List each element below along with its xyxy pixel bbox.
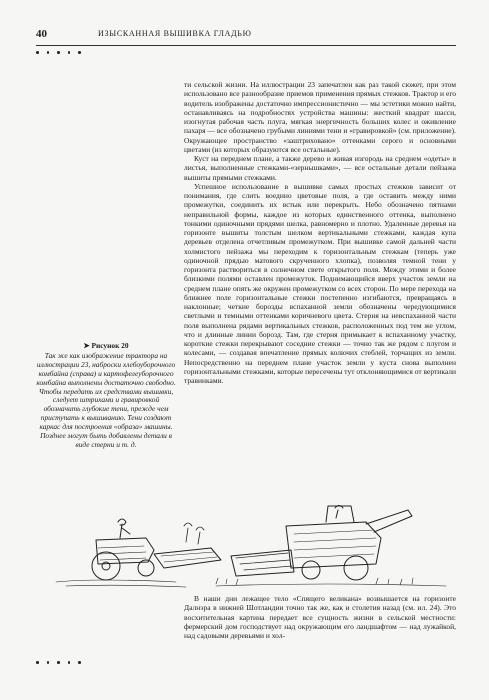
caption-title-row (36, 342, 176, 351)
combine-header (231, 550, 294, 576)
combine-front-wheel (302, 561, 320, 579)
figure-caption (36, 342, 176, 450)
combine-hatching (294, 530, 376, 558)
combine-driver (335, 506, 343, 519)
towed-implement (154, 548, 221, 568)
tractor-hatching (98, 546, 146, 560)
caption-text: Так же как изображение трактора на иллюстрации 23, наброски хлебоуборочного комбайна (справа) и картофелеуборочного комбайна выполнены достаточно свободно. Чтобы передать их средствами вышивки, следует штрихами и гравировкой обозначить глубокие тени, прежде чем приступать к вышиванию. Тени создают каркас для построения «образа» машины. Позднее могут быть добавлены детали в виде стерни и т. д. (36, 350, 176, 449)
combine-cab (326, 506, 354, 522)
main-text-column-bottom (184, 594, 456, 640)
caption-arrow-icon: ➤ (83, 341, 90, 350)
ground-lines-right (216, 584, 446, 586)
paragraph: ти сельской жизни. На иллюстрации 23 запечатлен как раз такой сюжет, при этом использовано все разнообразие приемов применения прямых стежков. Трактор и его водитель изображены достаточно импрессионистично — мы эстетики можно найти, останавливаясь на подробностях устройства машины: жесткий квадрат шасси, изогнутая рабочая часть плуга, мягкая энергичность больших колес и оживление пахаря — все обозначено грубыми линиями тени и «гравировкой» (см. приложение). Окружающее пространство «заштриховано» оттенками серого и основными цветами (из которых образуются все остальные). (184, 80, 456, 154)
tractor-rear-wheel (92, 552, 120, 580)
harvester-sketch (36, 498, 456, 590)
main-text-column (184, 80, 456, 385)
decorative-dots-bottom (36, 661, 81, 664)
paragraph: Куст на переднем плане, а также дерево и живая изгородь на среднем «одеты» в листья, выполненные стежками-«зернышками», — все остальные детали пейзажа вышиты прямыми стежками. (184, 154, 456, 182)
combine-rear-wheel (344, 556, 368, 580)
header-rule (36, 45, 456, 46)
paragraph: Успешное использование в вышивке самых простых стежков зависит от понимания, где слить воедино цветовые поля, а где оставить между ними промежутки, соединить их встык или перекрыть. Небо обозначено пятнами неправильной формы, каждое из которых единственного оттенка, выполнено тонкими одиночными прядями шелка, равномерно и плотно. Удаленные деревья на горизонте вышиты толстым шелком вертикальными стежками, каждая купа деревьев отделена отчетливым промежутком. При вышивке самой дальней части холмистого пейзажа мы переходим к горизонтальным стежкам (теперь уже одиночной прядью матового скрученного хлопка), позволяя темной тени у горизонта раствориться в солнечном свете открытого поля. Между этими и более близкими полями оставлен промежуток. Поднимающийся вверх участок земли на среднем плане опять же окружен промежутком со всех сторон. По мере перехода на ближнее поле горизонтальные стежки постепенно изгибаются, превращаясь в наклонные; четкие борозды вспаханной земли обозначены чередующимися светлыми и темными оттенками коричневого цвета. Стерня на невспаханной части поля выполнена рядами вертикальных стежков, расположенных под тем же углом, что и длинные линии борозд. Там, где стерня примыкает к вспаханному участку, короткие стежки перекрывают соседние стежки — точно так же рядом с плугом и колесами, — создавая впечатление прямых колючих стеблей, торчащих из земли. Непосредственно на переднем плане участок земли у куста снова выполнен горизонтальными стежками, которые пересечены тут отклоняющимися от вертикали травинками. (184, 181, 456, 385)
ground-lines-left (56, 580, 186, 587)
caption-title: Рисунок 20 (91, 341, 129, 350)
implement-hatching (161, 552, 217, 562)
decorative-dots-top (36, 51, 81, 54)
page-header (36, 28, 456, 42)
page-number: 40 (36, 28, 47, 40)
tractor-driver (118, 519, 130, 538)
running-title: ИЗЫСКАННАЯ ВЫШИВКА ГЛАДЬЮ (98, 29, 252, 38)
combine-body (286, 522, 381, 568)
combine-reel (236, 553, 292, 570)
workers (184, 523, 204, 544)
paragraph: В наши дни лежащее тело «Спящего великана» возвышается на горизонте Далнэра в нижней Шотландии точно так же, как и столетия назад (см. ил. 24). Это восхитительная картина передает все сущность жизни в сельской местности: фермерский дом господствует над окружающим его ландшафтом — над лужайкой, над садовыми деревьями и хол- (184, 594, 456, 640)
